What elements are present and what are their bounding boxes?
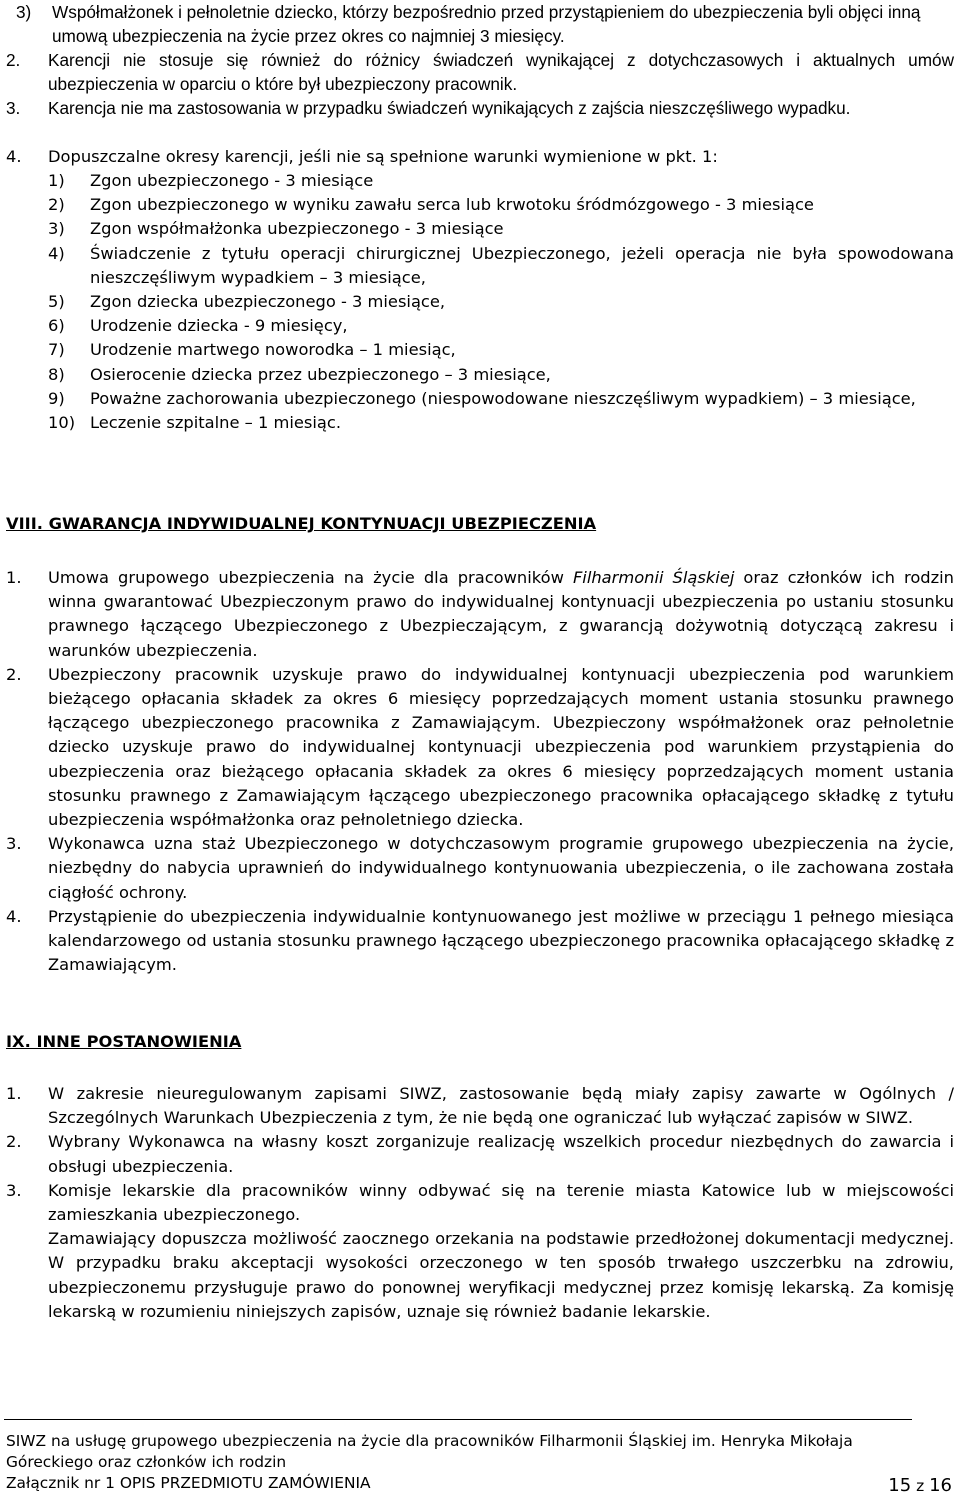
section-ix-item [6,1082,954,1130]
footer [6,1431,954,1494]
list-text: Zgon współmałżonka ubezpieczonego - 3 miesiące [90,219,504,239]
list-text: Zgon ubezpieczonego - 3 miesiące [90,171,374,190]
list-text: Świadczenie z tytułu operacji chirurgicznej Ubezpieczonego, jeżeli operacja nie była spowodowana nieszczęśliwym wypadkiem – 3 miesiące, [90,243,954,287]
section-viii-list [6,566,954,977]
section-heading-viii: VIII. GWARANCJA INDYWIDUALNEJ KONTYNUACJI UBEZPIECZENIA [6,514,597,533]
list-text: Wybrany Wykonawca na własny koszt zorganizuje realizację wszelkich procedur niezbędnych do zawarcia i obsługi ubezpieczenia. [48,1132,954,1176]
list-text: Leczenie szpitalne – 1 miesiąc. [90,413,341,433]
list-number: 9) [48,388,65,408]
list-number: 4. [6,147,22,166]
period-item [48,193,954,217]
period-item [48,314,954,338]
karencja-item-4 [6,145,954,169]
section-viii-item [6,566,954,663]
italic-name: Filharmonii Śląskiej [572,568,735,587]
section-ix-item [6,1130,954,1178]
list-text: Ubezpieczony pracownik uzyskuje prawo do indywidualnej kontynuacji ubezpieczenia pod warunkiem bieżącego opłacania składek za okres 6 miesięcy poprzedzających moment ustania stosunku prawnego łączącego ubezpieczonego pracownika z Zamawiającym. Ubezpieczony współmałżonek oraz pełnoletnie dziecko uzyskuje prawo do indywidualnej kontynuacji ubezpieczenia pod warunkiem przystąpienia do ubezpieczenia oraz bieżącego opłacania składek za okres 6 miesięcy poprzedzających moment ustania stosunku prawnego z Zamawiającym łączącego ubezpieczonego pracownika opłacającego składkę z tytułu ubezpieczenia współmałżonka oraz pełnoletniego dziecka. [48,664,954,830]
list-text: Urodzenie martwego noworodka – 1 miesiąc, [90,340,456,360]
list-text: Zgon ubezpieczonego w wyniku zawału serca lub krwotoku śródmózgowego - 3 miesiące [90,195,814,215]
section-ix-item [6,1179,954,1227]
list-text: Przystąpienie do ubezpieczenia indywidualnie kontynuowanego jest możliwe w przeciągu 1 pełnego miesiąca kalendarzowego od ustania stosunku prawnego łączącego ubezpieczonego pracownika opłacającego składkę z Zamawiającym. [48,906,954,975]
period-item [48,290,954,314]
period-item [48,169,954,193]
list-number: 3. [6,834,22,854]
period-item [48,363,954,387]
list-number: 6) [48,316,65,336]
period-item [48,387,954,411]
list-number: 3) [48,219,65,239]
section-viii-item [6,832,954,905]
section-heading-ix: IX. INNE POSTANOWIENIA [6,1032,242,1051]
list-number: 1) [48,171,65,190]
karencja-item [6,96,954,120]
list-number: 5) [48,292,65,312]
list-number: 2. [6,1132,22,1152]
section-ix-list [6,1082,954,1324]
list-number: 7) [48,340,65,360]
page-current: 15 [888,1475,912,1496]
footer-line-2: Góreckiego oraz członków ich rodzin [6,1453,287,1471]
karencja-periods-list [48,169,954,435]
page-total: 16 [929,1475,952,1496]
karencja-item [6,48,954,96]
section-viii-item [6,663,954,832]
period-item [48,217,954,241]
list-text: Karencji nie stosuje się również do różnicy świadczeń wynikającej z dotychczasowych i aktualnych umów ubezpieczenia w oparciu o które był ubezpieczony pracownik. [48,50,954,95]
footer-line-3: Załącznik nr 1 OPIS PRZEDMIOTU ZAMÓWIENIA [6,1474,371,1492]
footer-line-1: SIWZ na usługę grupowego ubezpieczenia na życie dla pracowników Filharmonii Śląskiej im. Henryka Mikołaja [6,1432,853,1450]
page-of: z [916,1477,925,1495]
period-item [48,242,954,290]
period-item [48,338,954,362]
list-number: 1. [6,568,22,587]
list-number: 2. [6,50,21,70]
list-number: 2) [48,195,65,215]
list-number: 8) [48,364,65,384]
list-text: W zakresie nieuregulowanym zapisami SIWZ, zastosowanie będą miały zapisy zawarte w Ogólnych / Szczególnych Warunkach Ubezpieczenia z tym, że nie będą one ograniczać lub wyłączać zapisów w SIWZ. [48,1084,954,1128]
list-text: Umowa grupowego ubezpieczenia na życie dla pracowników Filharmonii Śląskiej oraz członków ich rodzin winna gwarantować Ubezpieczonym prawo do indywidualnej kontynuacji ubezpieczenia po ustaniu stosunku prawnego łączącego Ubezpieczonego z Ubezpieczającym, z gwarancją dożywotnią dotyczącą zakresu i warunków ubezpieczenia. [48,568,955,660]
list-number: 3. [6,1180,22,1200]
list-text: Współmałżonek i pełnoletnie dziecko, którzy bezpośrednio przed przystąpieniem do ubezpieczenia byli objęci inną umową ubezpieczenia na życie przez okres co najmniej 3 miesięcy. [52,2,921,47]
list-text: Osierocenie dziecka przez ubezpieczonego – 3 miesiące, [90,364,551,384]
period-item [48,411,954,435]
paragraph-text: Zamawiający dopuszcza możliwość zaocznego orzekania na podstawie przedłożonej dokumentacji medycznej. W przypadku braku akceptacji wysokości orzeczonego w ten sposób trwałego uszczerbku na zdrowiu, ubezpieczonemu przysługuje prawo do ponownej weryfikacji medycznej przez komisję lekarską. Za komisję lekarską w rozumieniu niniejszych zapisów, uznaje się również badanie lekarskie. [48,1229,954,1321]
list-text: Poważne zachorowania ubezpieczonego (niespowodowane nieszczęśliwym wypadkiem) – 3 miesiące, [90,388,916,408]
page-number [888,1475,952,1497]
list-text: Dopuszczalne okresy karencji, jeśli nie są spełnione warunki wymienione w pkt. 1: [48,147,718,166]
list-number: 4) [48,243,65,263]
list-number: 1. [6,1084,22,1103]
list-text: Komisje lekarskie dla pracowników winny odbywać się na terenie miasta Katowice lub w miejscowości zamieszkania ubezpieczonego. [48,1180,954,1225]
list-text: Zgon dziecka ubezpieczonego - 3 miesiące, [90,292,446,312]
list-text: Wykonawca uzna staż Ubezpieczonego w dotychczasowym programie grupowego ubezpieczenia na życie, niezbędny do nabycia uprawnień do indywidualnego kontynuowania ubezpieczenia, o ile zachowana została ciągłość ochrony. [48,834,954,902]
prev-item-3 [16,0,954,48]
list-number: 3. [6,98,21,119]
list-number: 10) [48,413,76,433]
list-number: 2. [6,664,22,684]
list-text: Urodzenie dziecka - 9 miesięcy, [90,316,348,336]
karencja-list [6,48,954,121]
list-number: 3) [16,2,32,22]
list-number: 4. [6,906,22,926]
section-viii-item [6,905,954,978]
footer-divider [4,1419,912,1420]
list-text: Karencja nie ma zastosowania w przypadku świadczeń wynikających z zajścia nieszczęśliwego wypadku. [48,98,851,119]
section-ix-paragraph [6,1227,954,1324]
